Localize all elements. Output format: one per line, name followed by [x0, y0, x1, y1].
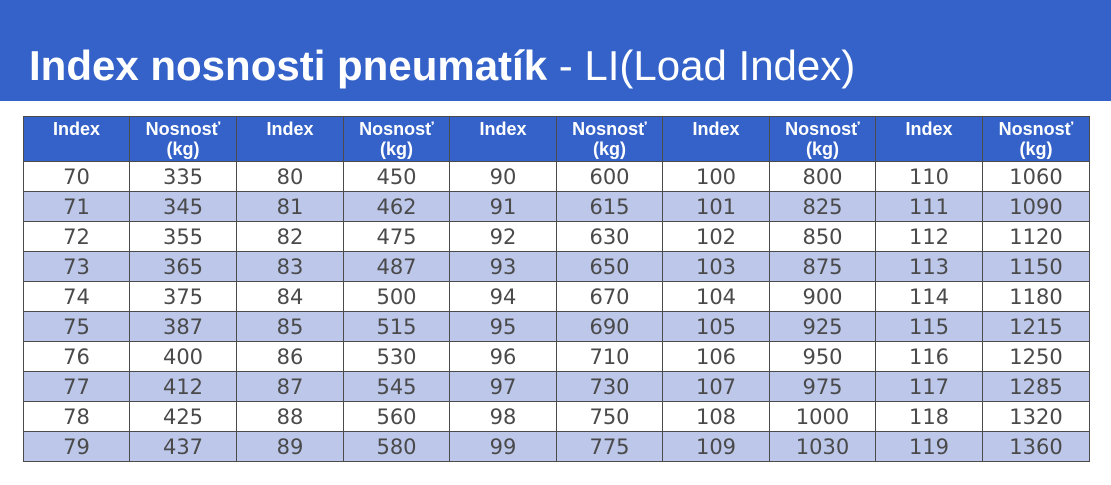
- header-label: Index: [266, 119, 314, 139]
- cell-load-kg: 825: [770, 192, 876, 222]
- header-label: Nosnosť (kg): [785, 119, 860, 159]
- title-banner: [0, 0, 1111, 101]
- header-load-kg: [130, 117, 237, 162]
- cell-load-kg: 975: [770, 372, 876, 402]
- cell-index: 76: [24, 342, 130, 372]
- cell-index: 96: [450, 342, 557, 372]
- cell-load-kg: 1030: [770, 432, 876, 462]
- header-load-kg: [344, 117, 450, 162]
- cell-index: 80: [237, 162, 344, 192]
- cell-index: 87: [237, 372, 344, 402]
- cell-load-kg: 1360: [983, 432, 1090, 462]
- cell-load-kg: 600: [557, 162, 663, 192]
- table-row: [24, 402, 1090, 432]
- cell-index: 98: [450, 402, 557, 432]
- header-label: Nosnosť (kg): [145, 119, 221, 159]
- table-row: [24, 342, 1090, 372]
- cell-load-kg: 1215: [983, 312, 1090, 342]
- cell-index: 111: [876, 192, 983, 222]
- cell-load-kg: 670: [557, 282, 663, 312]
- header-label: Index: [692, 119, 740, 139]
- header-index: [237, 117, 344, 162]
- cell-load-kg: 615: [557, 192, 663, 222]
- cell-load-kg: 750: [557, 402, 663, 432]
- cell-index: 77: [24, 372, 130, 402]
- cell-load-kg: 1120: [983, 222, 1090, 252]
- cell-load-kg: 500: [344, 282, 450, 312]
- cell-load-kg: 1285: [983, 372, 1090, 402]
- header-index: [450, 117, 557, 162]
- cell-index: 88: [237, 402, 344, 432]
- cell-index: 92: [450, 222, 557, 252]
- header-load-kg: [557, 117, 663, 162]
- cell-index: 83: [237, 252, 344, 282]
- cell-index: 103: [663, 252, 770, 282]
- cell-index: 79: [24, 432, 130, 462]
- header-label: Index: [479, 119, 527, 139]
- cell-load-kg: 900: [770, 282, 876, 312]
- cell-index: 119: [876, 432, 983, 462]
- cell-index: 94: [450, 282, 557, 312]
- cell-index: 102: [663, 222, 770, 252]
- table-row: [24, 432, 1090, 462]
- cell-load-kg: 710: [557, 342, 663, 372]
- cell-load-kg: 580: [344, 432, 450, 462]
- cell-index: 75: [24, 312, 130, 342]
- page-title: [29, 38, 855, 94]
- cell-index: 97: [450, 372, 557, 402]
- cell-load-kg: 530: [344, 342, 450, 372]
- table-row: [24, 222, 1090, 252]
- cell-index: 105: [663, 312, 770, 342]
- cell-load-kg: 487: [344, 252, 450, 282]
- cell-index: 113: [876, 252, 983, 282]
- cell-index: 89: [237, 432, 344, 462]
- table-body: [24, 162, 1090, 462]
- cell-load-kg: 1320: [983, 402, 1090, 432]
- cell-load-kg: 425: [130, 402, 237, 432]
- header-label: Nosnosť (kg): [998, 119, 1074, 159]
- header-load-kg: [770, 117, 876, 162]
- table-row: [24, 312, 1090, 342]
- cell-load-kg: 1150: [983, 252, 1090, 282]
- cell-index: 100: [663, 162, 770, 192]
- header-index: [663, 117, 770, 162]
- cell-load-kg: 1060: [983, 162, 1090, 192]
- cell-load-kg: 345: [130, 192, 237, 222]
- cell-index: 84: [237, 282, 344, 312]
- header-label: Index: [905, 119, 953, 139]
- title-main: Index nosnosti pneumatík: [29, 42, 548, 89]
- cell-load-kg: 387: [130, 312, 237, 342]
- cell-load-kg: 1180: [983, 282, 1090, 312]
- cell-load-kg: 650: [557, 252, 663, 282]
- cell-load-kg: 412: [130, 372, 237, 402]
- cell-load-kg: 850: [770, 222, 876, 252]
- cell-load-kg: 925: [770, 312, 876, 342]
- header-index: [876, 117, 983, 162]
- cell-index: 70: [24, 162, 130, 192]
- cell-load-kg: 800: [770, 162, 876, 192]
- cell-load-kg: 630: [557, 222, 663, 252]
- header-index: [24, 117, 130, 162]
- cell-index: 99: [450, 432, 557, 462]
- table-row: [24, 252, 1090, 282]
- cell-index: 114: [876, 282, 983, 312]
- cell-index: 90: [450, 162, 557, 192]
- cell-load-kg: 1000: [770, 402, 876, 432]
- cell-load-kg: 400: [130, 342, 237, 372]
- cell-load-kg: 515: [344, 312, 450, 342]
- cell-index: 106: [663, 342, 770, 372]
- cell-load-kg: 730: [557, 372, 663, 402]
- cell-index: 95: [450, 312, 557, 342]
- cell-load-kg: 775: [557, 432, 663, 462]
- cell-load-kg: 462: [344, 192, 450, 222]
- cell-load-kg: 475: [344, 222, 450, 252]
- cell-index: 86: [237, 342, 344, 372]
- cell-index: 78: [24, 402, 130, 432]
- cell-load-kg: 355: [130, 222, 237, 252]
- cell-load-kg: 545: [344, 372, 450, 402]
- cell-index: 74: [24, 282, 130, 312]
- table-row: [24, 282, 1090, 312]
- cell-load-kg: 690: [557, 312, 663, 342]
- cell-index: 72: [24, 222, 130, 252]
- cell-index: 82: [237, 222, 344, 252]
- cell-load-kg: 437: [130, 432, 237, 462]
- table-row: [24, 372, 1090, 402]
- cell-load-kg: 560: [344, 402, 450, 432]
- table-header-row: [24, 117, 1090, 162]
- table-row: [24, 192, 1090, 222]
- cell-index: 115: [876, 312, 983, 342]
- cell-index: 91: [450, 192, 557, 222]
- table-row: [24, 162, 1090, 192]
- cell-load-kg: 375: [130, 282, 237, 312]
- header-label: Nosnosť (kg): [359, 119, 434, 159]
- cell-index: 85: [237, 312, 344, 342]
- cell-index: 110: [876, 162, 983, 192]
- cell-index: 117: [876, 372, 983, 402]
- cell-index: 118: [876, 402, 983, 432]
- cell-load-kg: 875: [770, 252, 876, 282]
- cell-index: 112: [876, 222, 983, 252]
- cell-index: 109: [663, 432, 770, 462]
- cell-index: 93: [450, 252, 557, 282]
- header-label: Nosnosť (kg): [572, 119, 647, 159]
- cell-load-kg: 950: [770, 342, 876, 372]
- header-label: Index: [52, 119, 100, 139]
- cell-load-kg: 450: [344, 162, 450, 192]
- cell-load-kg: 1250: [983, 342, 1090, 372]
- cell-load-kg: 335: [130, 162, 237, 192]
- cell-index: 104: [663, 282, 770, 312]
- cell-index: 108: [663, 402, 770, 432]
- load-index-table: [23, 116, 1090, 462]
- cell-index: 81: [237, 192, 344, 222]
- cell-index: 71: [24, 192, 130, 222]
- cell-index: 116: [876, 342, 983, 372]
- cell-load-kg: 1090: [983, 192, 1090, 222]
- cell-load-kg: 365: [130, 252, 237, 282]
- title-subtitle: - LI(Load Index): [547, 42, 856, 89]
- header-load-kg: [983, 117, 1090, 162]
- cell-index: 107: [663, 372, 770, 402]
- cell-index: 101: [663, 192, 770, 222]
- cell-index: 73: [24, 252, 130, 282]
